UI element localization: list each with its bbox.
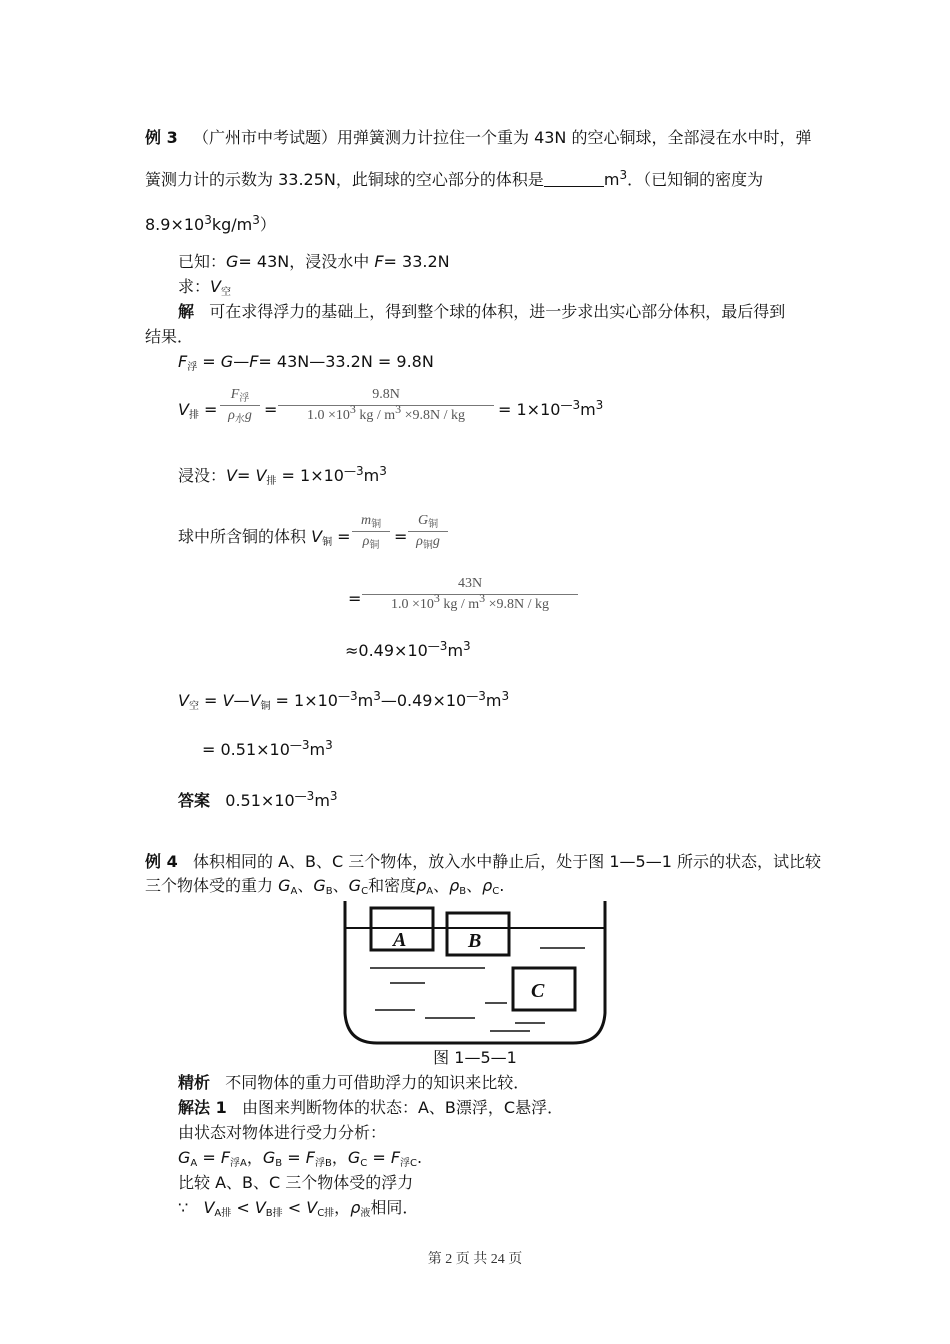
jingxi-label: 精析 [178, 1073, 211, 1092]
jiefa-text: 由图来判断物体的状态：A、B漂浮，C悬浮． [241, 1098, 564, 1117]
immerse-value: = 1×10 [281, 466, 344, 485]
eq-buoyancy: $F_浮$ = G—F= 43N—33.2N = 9.8N [178, 352, 434, 373]
eq-immerse: 浸没：$V= V_排 = 1\times 10^{—3}m^3$ [178, 464, 387, 487]
solution-text2: 结果． [145, 327, 194, 346]
ex3-text: （广州市中考试题）用弹簧测力计拉住一个重为 43N 的空心铜球，全部浸在水中时，弹 [192, 128, 812, 147]
water-lines [370, 948, 585, 1031]
solution-text: 可在求得浮力的基础上，得到整个球的体积，进一步求出实心部分体积，最后得到 [209, 302, 786, 321]
ex4-label: 例 4 [145, 852, 178, 871]
block-a-label: A [393, 929, 407, 951]
ex4-text2: 三个物体受的重力 [145, 876, 274, 895]
solution-label: 解 [178, 302, 195, 321]
eq-result: = $0.51\times 10^{—3}m^3$ [202, 738, 333, 759]
container-figure [335, 895, 615, 1047]
same-text: 相同． [370, 1198, 419, 1217]
fraction-g-over-rho-g: $G_铜$ $\rho_铜g$ [408, 512, 448, 551]
find-line: 求：$V_空$ [178, 277, 231, 298]
fraction-9.8n: 9.8N $1.0 \times 10^3$ kg / $m^3 \times 9.8N$ / kg [278, 386, 494, 425]
vpai-value: = 1×10 [498, 400, 561, 419]
ex3-line1 [145, 128, 812, 148]
compare-line: 比较 A、B、C 三个物体受的浮力 [178, 1173, 414, 1192]
fraction-f-over-rho-g: $F_浮$ $\rho_水g$ [220, 386, 260, 425]
equals-sign-3: = [348, 589, 362, 608]
density-unit: kg/m [211, 215, 253, 234]
figure-caption: 图 1—5—1 [433, 1048, 517, 1067]
ex3-label: 例 3 [145, 128, 178, 147]
ex4-text: 体积相同的 A、B、C 三个物体，放入水中静止后，处于图 1—5—1 所示的状态，试比较 [192, 852, 821, 871]
jiefa-line [178, 1098, 563, 1118]
approx-value: ≈0.49×10 [345, 641, 428, 660]
result-value: = 0.51×10 [202, 740, 290, 759]
copper-vol-label: 球中所含铜的体积 [178, 527, 307, 546]
ex3-line2: 簧测力计的示数为 33.25N，此铜球的空心部分的体积是 $m^3$．（已知铜的密度为 [145, 168, 764, 189]
answer-blank [544, 172, 604, 187]
because-line: ∵ $V_{A排} < V_{B排} < V_{C排}$，$\rho_液$相同． [178, 1198, 419, 1219]
density-value: 8.9×10 [145, 215, 205, 234]
eq-vpai-result: = $1\times 10^{—3}m^3$ [498, 398, 604, 419]
ex3-line2-text: 簧测力计的示数为 33.25N，此铜球的空心部分的体积是 [145, 170, 544, 189]
fraction-43n: 43N $1.0 \times 10^3$ kg / $m^3 \times 9.8N$ / kg [362, 575, 578, 614]
container-outline [345, 901, 605, 1043]
forces-line: $G_A = F_{浮A}$，$G_B = F_{浮B}$，$G_C = F_{浮C}$. [178, 1148, 423, 1169]
solution-line2 [145, 327, 193, 347]
block-c-label: C [531, 980, 545, 1002]
ex4-line1 [145, 852, 821, 872]
ex3-line2-tail: ．（已知铜的密度为 [627, 170, 764, 189]
known-g: = 43N，浸没水中 [238, 252, 370, 271]
answer-value: 0.51×10 [225, 791, 295, 810]
answer-label: 答案 [178, 791, 211, 810]
equals-sign: = [264, 400, 278, 419]
answer-line: 答案 $0.51\times 10^{—3}m^3$ [178, 789, 338, 810]
eq-vpai-lhs: $V_排$ = [178, 400, 218, 421]
block-b-label: B [468, 930, 482, 952]
eq-copper-lhs: 球中所含铜的体积 $V_铜$ = [178, 527, 351, 548]
because-symbol: ∵ [178, 1198, 189, 1217]
immerse-label: 浸没： [178, 466, 227, 485]
page-footer: 第 2 页 共 24 页 [427, 1252, 523, 1267]
jiefa-label: 解法 1 [178, 1098, 227, 1117]
known-line: 已知：G= 43N，浸没水中 F= 33.2N [178, 252, 450, 271]
vkong-value2: —0.49×10 [380, 691, 467, 710]
eq-vkong: $V_空$ = $V—V_铜$ = $1\times 10^{—3}m^3—0.49\times 10^{—3}m^3$ [178, 689, 510, 712]
known-f: = 33.2N [383, 252, 450, 271]
known-label: 已知： [178, 252, 227, 271]
paren-close: ） [259, 215, 276, 234]
eq-approx: $\approx 0.49\times 10^{—3}m^3$ [345, 639, 471, 660]
ex3-line3: $8.9\times 10^3kg/m^3$） [145, 213, 276, 234]
find-label: 求： [178, 277, 211, 296]
jingxi-text: 不同物体的重力可借助浮力的知识来比较． [225, 1073, 530, 1092]
ex4-line2: 三个物体受的重力 $G_A$、$G_B$、$G_C$和密度$\rho_A$、$\rho_B$、$\rho_C$. [145, 876, 505, 897]
jingxi-line [178, 1073, 529, 1093]
eq-buoyancy-value: = 43N—33.2N = 9.8N [258, 352, 434, 371]
unit-m: m [603, 170, 620, 189]
vkong-value1: = 1×10 [275, 691, 338, 710]
ex4-density-label: 和密度 [368, 876, 417, 895]
fraction-m-over-rho: $m_铜$ $\rho_铜$ [352, 512, 390, 551]
solution-line1 [178, 302, 785, 322]
equals-sign-2: = [394, 527, 408, 546]
state-line: 由状态对物体进行受力分析： [178, 1123, 387, 1142]
